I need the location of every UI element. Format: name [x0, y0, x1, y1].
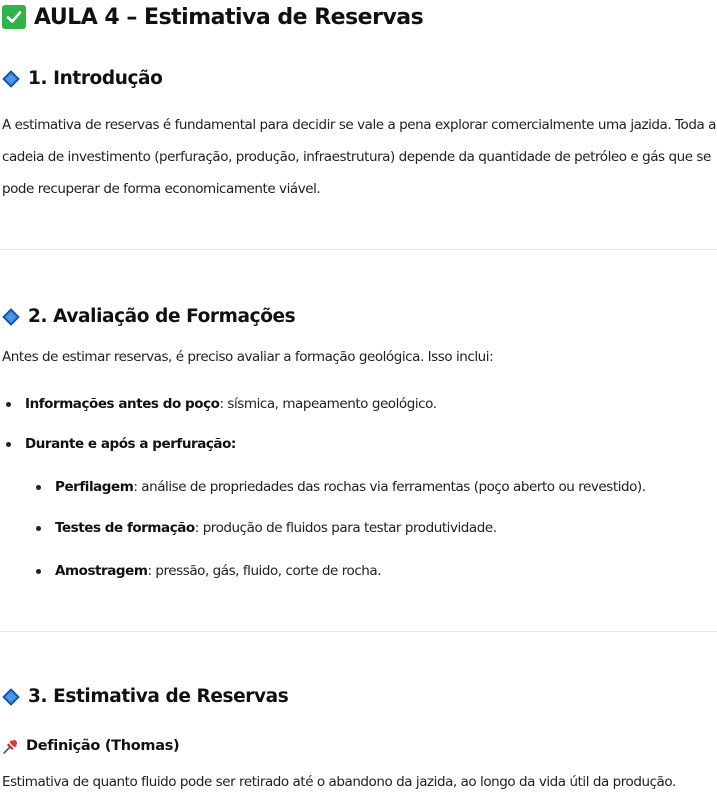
section-heading-estimativa	[2, 686, 288, 707]
list-item-text: : pressão, gás, fluido, corte de rocha.	[147, 563, 382, 579]
bullet-icon	[36, 526, 41, 531]
list-item-bold: Testes de formação	[55, 520, 195, 536]
section-divider	[0, 631, 717, 632]
list-item-text: : análise de propriedades das rochas via ferramentas (poço aberto ou revestido).	[133, 479, 646, 495]
blue-diamond-icon	[2, 688, 20, 706]
bullet-icon	[36, 569, 41, 574]
page-title	[2, 2, 423, 32]
section-divider	[0, 249, 717, 250]
bullet-icon	[36, 485, 41, 490]
section-heading-text: 1. Introdução	[28, 68, 163, 89]
list-item-bold: Informações antes do poço	[25, 396, 220, 412]
definition-heading-text: Definição (Thomas)	[26, 738, 180, 754]
intro-paragraph: A estimativa de reservas é fundamental para decidir se vale a pena explorar comercialmente uma jazida. Toda a cadeia de investimento (perfuração, produção, infraestrutura) depende da quantidade de petróleo e gás que se pode recuperar de forma economicamente viável.	[2, 117, 716, 197]
list-item-text: : produção de fluidos para testar produtividade.	[194, 520, 497, 536]
list-item-bold: Durante e após a perfuração:	[25, 436, 236, 452]
list-subitem	[36, 518, 497, 538]
list-item	[6, 394, 437, 414]
list-subitem	[36, 477, 646, 497]
bullet-icon	[6, 402, 11, 407]
section-heading-text: 3. Estimativa de Reservas	[28, 686, 289, 707]
definition-heading	[2, 737, 179, 755]
check-mark-icon	[2, 5, 26, 29]
definition-paragraph: Estimativa de quanto fluido pode ser retirado até o abandono da jazida, ao longo da vida útil da produção.	[2, 774, 676, 790]
list-item-bold: Amostragem	[55, 563, 148, 579]
list-item-text: : sísmica, mapeamento geológico.	[219, 396, 437, 412]
list-item	[6, 434, 236, 454]
list-subitem	[36, 561, 381, 581]
section-heading-avaliacao	[2, 306, 295, 327]
blue-diamond-icon	[2, 308, 20, 326]
blue-diamond-icon	[2, 70, 20, 88]
section-heading-introducao	[2, 68, 162, 89]
section-heading-text: 2. Avaliação de Formações	[28, 306, 296, 327]
bullet-icon	[6, 442, 11, 447]
pushpin-icon	[2, 737, 20, 755]
page-title-text: AULA 4 – Estimativa de Reservas	[34, 4, 424, 30]
avaliacao-intro: Antes de estimar reservas, é preciso avaliar a formação geológica. Isso inclui:	[2, 349, 494, 365]
list-item-bold: Perfilagem	[55, 479, 134, 495]
